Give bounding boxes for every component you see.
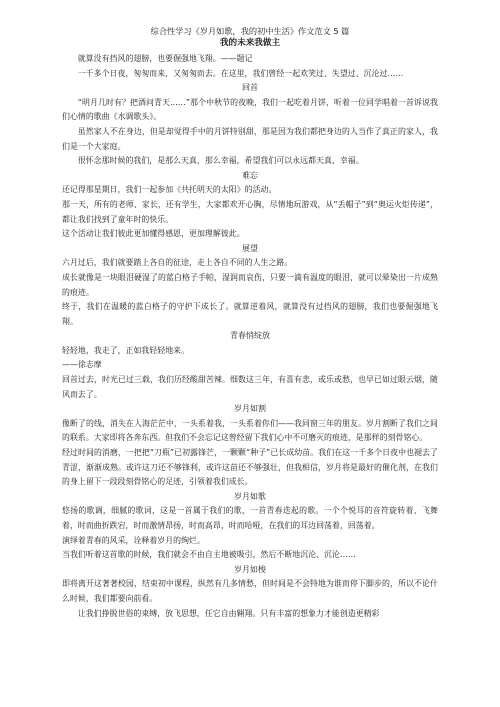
section-heading: 岁月如歌: [234, 491, 266, 501]
article-body: [62, 52, 438, 621]
section-heading: 岁月如梭: [234, 564, 266, 574]
paragraph: 就算没有挡风的翅膀，也要倔强地飞翔。——题记: [77, 54, 253, 63]
paragraph: 很怀念那时候的我们，是那么天真，那么幸福，希望我们可以永远都天真、幸福。: [77, 156, 364, 166]
section-heading: 回首: [242, 83, 258, 93]
paragraph: 轻轻地，我走了，正如我轻轻地来。: [62, 345, 190, 355]
paragraph: 像断了的线，消失在人海茫茫中，一头系着我，一头系着你们——我同窗三年的朋友。岁月割断了我们之间的联系。大家即将各奔东西。但我们不会忘记这曾经留下我们心中不可磨灭的痕迹，是那样的刻骨铭心。: [62, 418, 438, 443]
paragraph: 当我们听着这首歌的时候，我们就会不由自主地被吸引，然后不断地沉沦、沉沦……: [62, 550, 356, 560]
paragraph: 那一天，所有的老师、家长，还有学生，大家都欢开心胸，尽情地玩游戏，从“丢帽子”到“奥运火炬传递”，都让我们找到了童年时的快乐。: [62, 199, 438, 224]
section-heading: 青春悄绽放: [230, 331, 270, 341]
paragraph: 即将离开这著著校园，结束初中课程，纵然有几多情愁，但时间是不会特地为谁而停下脚步的，所以不论什么时候，我们都要向前看。: [62, 579, 438, 603]
paragraph: 回首过去，时光已过三载，我们历经酸甜苦辣。细数这三年，有喜有悲，或乐或愁，也早已如过眼云烟，随风而去了。: [62, 375, 438, 399]
paragraph: 这个活动让我们彼此更加懂得感恩，更加理解彼此。: [62, 229, 245, 239]
section-heading: 难忘: [242, 170, 258, 180]
section-heading: 展望: [242, 243, 258, 253]
paragraph: 虽然家人不在身边，但是却觉得手中的月饼特别甜，那是因为我们都把身边的人当作了真正的家人，我们是一个大家庭。: [62, 126, 438, 151]
document-page: [62, 26, 438, 621]
paragraph: 经过时间的消磨，一把把“刀瓶”已初露锋芒，一颗颗“种子”已长成幼苗。我们在这一千多个日夜中也褪去了青涩，渐渐成熟。或许这刀还不够锋利，或许这苗还不够强壮，但我相信，岁月将是最好的催化剂，在我们的身上留下一段段刻骨铭心的足迹，引领着我们成长。: [62, 448, 438, 487]
paragraph: 成长就像是一块眼泪硬湿了的蓝白格子手帕，湿润而哀伤，只要一滴有温度的眼泪，就可以晕染出一片成熟的痕迹。: [62, 272, 438, 297]
paragraph: 六月过后，我们就要踏上各自的征途，走上各自不同的人生之路。: [62, 258, 293, 268]
paragraph: 一千多个日夜，匆匆而来，又匆匆而去。在这里，我们曾经一起欢笑过、失望过、沉沦过……: [77, 68, 404, 78]
paragraph: 悠扬的歌调，细腻的歌词，这是一首属于我们的歌，一首青春迭起的歌。一个个悦耳的音符旋转着、飞舞着，时而曲折跌宕，时而激情昂扬，时而高昂，时而哈哑，在我们的耳边回荡着，回荡着。: [62, 506, 438, 530]
paragraph: 让我们挣脱世俗的束缚，放飞思想，任它自由翱翔。只有丰富的想象力才能创造更精彩: [77, 608, 380, 618]
paragraph: ——徐志摩: [62, 360, 102, 370]
article-title: 我的未来我做主: [219, 38, 281, 48]
paragraph: 演绎着青春的风采，诠释着岁月的绚烂。: [62, 535, 205, 545]
document-title: 综合性学习《岁月如歌，我的初中生活》作文范文 5 篇: [150, 26, 350, 36]
paragraph: 终于，我们在温暖的蓝白格子的守护下成长了。就算逆着风，就算没有过挡风的翅膀，我们也要倔强地飞翔。: [62, 302, 438, 326]
paragraph: 还记得那星期日，我们一起参加《共托明天的太阳》的活动。: [62, 185, 277, 195]
paragraph: “明月几时有？把酒问青天……”那个中秋节的夜晚，我们一起吃着月饼，听着一位同学唱着一首诉说我们心情的歌曲《水调歌头》。: [62, 97, 438, 122]
section-heading: 岁月如割: [234, 404, 266, 414]
